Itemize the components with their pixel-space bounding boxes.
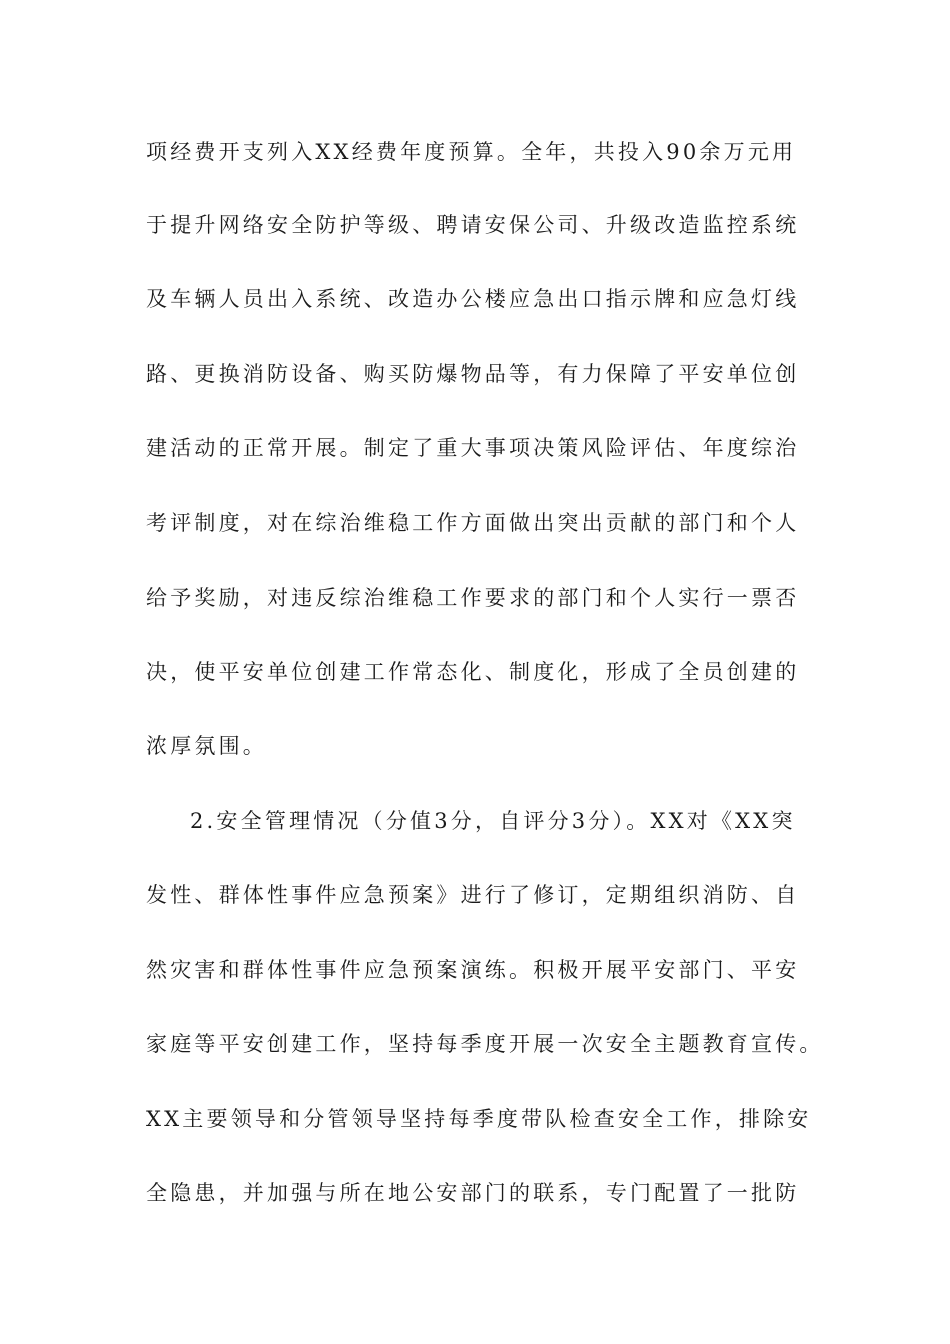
paragraph-1-line-7: 给予奖励，对违反综治维稳工作要求的部门和个人实行一票否	[146, 586, 800, 610]
paragraph-1-line-8: 决，使平安单位创建工作常态化、制度化，形成了全员创建的	[146, 660, 800, 684]
paragraph-1-line-5: 建活动的正常开展。制定了重大事项决策风险评估、年度综治	[146, 436, 800, 460]
paragraph-2-line-3: 然灾害和群体性事件应急预案演练。积极开展平安部门、平安	[146, 958, 800, 982]
paragraph-1-line-2: 于提升网络安全防护等级、聘请安保公司、升级改造监控系统	[146, 213, 800, 237]
paragraph-2-line-6: 全隐患，并加强与所在地公安部门的联系，专门配置了一批防	[146, 1181, 800, 1205]
paragraph-2-line-5: XX主要领导和分管领导坚持每季度带队检查安全工作，排除安	[146, 1107, 812, 1131]
paragraph-2-line-4: 家庭等平安创建工作，坚持每季度开展一次安全主题教育宣传。	[146, 1032, 824, 1056]
paragraph-1-line-9: 浓厚氛围。	[146, 734, 267, 758]
paragraph-2-line-2: 发性、群体性事件应急预案》进行了修订，定期组织消防、自	[146, 883, 800, 907]
paragraph-1-line-1: 项经费开支列入XX经费年度预算。全年，共投入90余万元用	[146, 140, 797, 164]
paragraph-1-line-4: 路、更换消防设备、购买防爆物品等，有力保障了平安单位创	[146, 362, 800, 386]
paragraph-1-line-3: 及车辆人员出入系统、改造办公楼应急出口指示牌和应急灯线	[146, 287, 800, 311]
paragraph-1-line-6: 考评制度，对在综治维稳工作方面做出突出贡献的部门和个人	[146, 511, 800, 535]
paragraph-2-line-1: 2.安全管理情况（分值3分，自评分3分）。XX对《XX突	[190, 809, 796, 833]
